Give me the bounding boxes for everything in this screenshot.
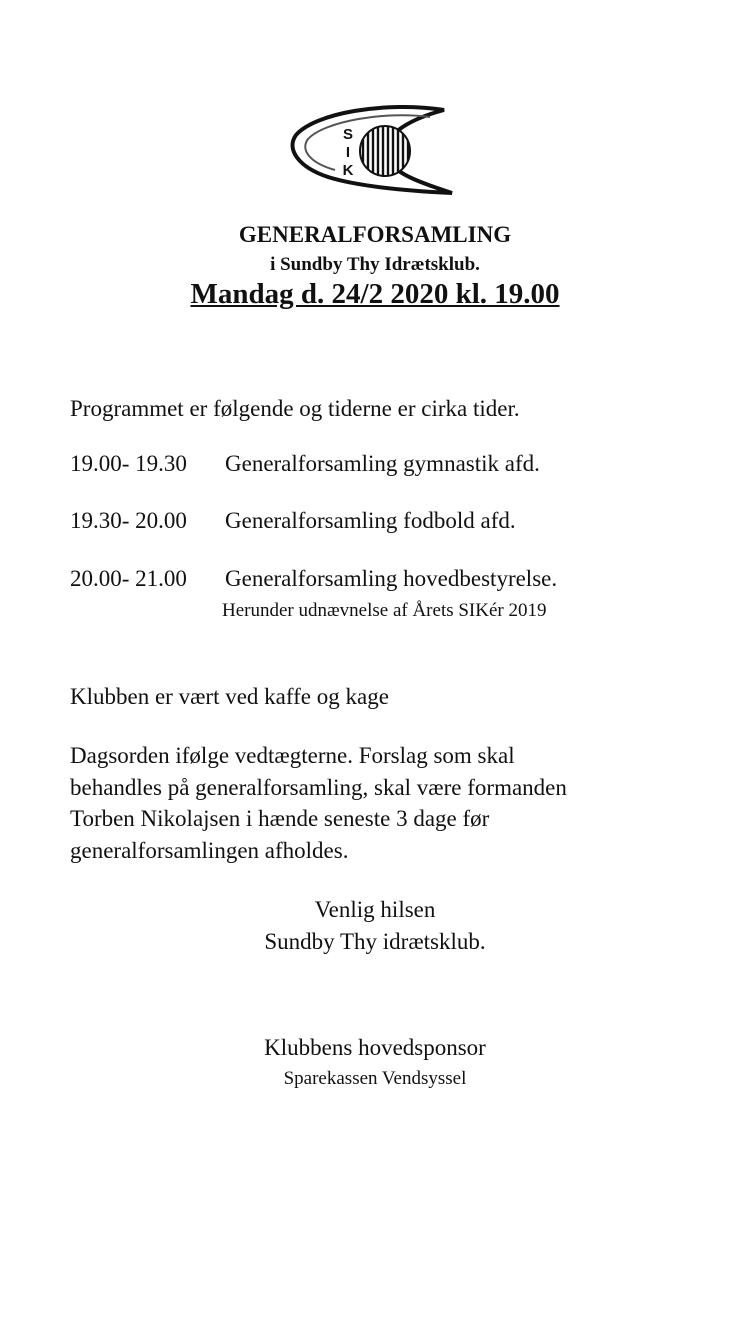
- agenda-line: Dagsorden ifølge vedtægterne. Forslag som skal: [70, 743, 515, 768]
- greeting-line: Venlig hilsen: [314, 897, 436, 922]
- meeting-title: GENERALFORSAMLING: [238, 222, 512, 247]
- schedule-item: Generalforsamling gymnastik afd.: [225, 451, 540, 476]
- agenda-line: generalforsamlingen afholdes.: [70, 837, 349, 863]
- agenda-line: Torben Nikolajsen i hænde seneste 3 dage før: [70, 806, 490, 831]
- schedule-time: 20.00- 21.00: [70, 566, 187, 591]
- schedule-time: 19.30- 20.00: [70, 508, 187, 533]
- schedule-note: Herunder udnævnelse af Årets SIKér 2019: [222, 600, 547, 621]
- schedule-item: Generalforsamling fodbold afd.: [225, 508, 516, 533]
- logo-letter-k: K: [342, 162, 354, 179]
- program-intro: Programmet er følgende og tiderne er cirka tider.: [70, 396, 520, 421]
- agenda-paragraph: [70, 740, 690, 866]
- greeting: [0, 894, 750, 957]
- schedule-row: [70, 451, 540, 477]
- schedule-time: 19.00- 19.30: [70, 451, 187, 476]
- schedule-row: [70, 566, 557, 592]
- sik-club-logo: [290, 105, 456, 195]
- logo-letter-s: S: [342, 126, 354, 143]
- agenda-line: behandles på generalforsamling, skal være formanden: [70, 774, 567, 800]
- cafe-note: Klubben er vært ved kaffe og kage: [70, 684, 389, 709]
- greeting-signature: Sundby Thy idrætsklub.: [264, 928, 486, 954]
- sponsor-label: Klubbens hovedsponsor: [264, 1035, 486, 1060]
- schedule-row: [70, 508, 516, 534]
- meeting-date: Mandag d. 24/2 2020 kl. 19.00: [190, 278, 560, 310]
- logo-letter-i: I: [345, 144, 351, 161]
- sponsor-name: Sparekassen Vendsyssel: [283, 1068, 467, 1089]
- club-subtitle: i Sundby Thy Idrætsklub.: [270, 254, 480, 275]
- schedule-item: Generalforsamling hovedbestyrelse.: [225, 566, 558, 591]
